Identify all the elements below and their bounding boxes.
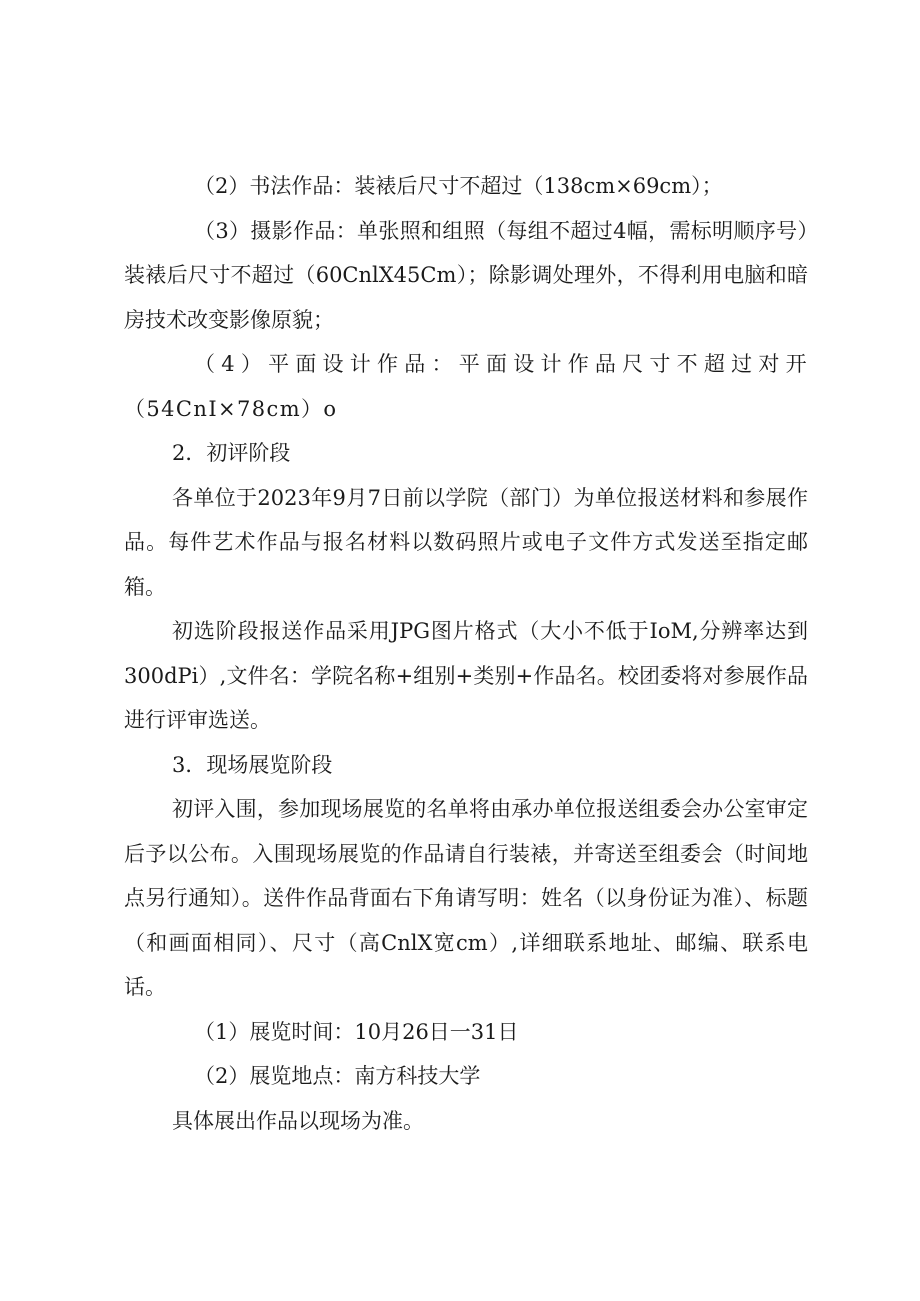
paragraph-graphic-design-size: （4）平面设计作品：平面设计作品尺寸不超过对开（54CnI×78cm）o [124,352,808,421]
paragraph-exhibition-details: 初评入围，参加现场展览的名单将由承办单位报送组委会办公室审定后予以公布。入围现场展览的作品请自行装裱，并寄送至组委会（时间地点另行通知）。送件作品背面右下角请写明：姓名（以身份证为准）、标题（和画面相同）、尺寸（高CnlX宽cm）,详细联系地址、邮编、联系电话。 [124,797,808,999]
paragraph-exhibition-time: （1）展览时间：10月26日一31日 [194,1019,519,1044]
paragraph-calligraphy-size: （2）书法作品：装裱后尺寸不超过（138cm×69cm）； [194,174,723,198]
section-heading-preliminary: 2．初评阶段 [172,441,291,465]
document-body [124,164,808,1143]
paragraph-file-format: 初选阶段报送作品采用JPG图片格式（大小不低于IoM,分辨率达到300dPi）,文件名：学院名称+组别+类别+作品名。校团委将对参展作品进行评审选送。 [124,619,808,732]
paragraph-exhibition-location: （2）展览地点：南方科技大学 [194,1064,481,1088]
paragraph-submission-deadline: 各单位于2023年9月7日前以学院（部门）为单位报送材料和参展作品。每件艺术作品与报名材料以数码照片或电子文件方式发送至指定邮箱。 [124,485,808,599]
section-heading-exhibition: 3．现场展览阶段 [172,752,333,777]
paragraph-photography-size: （3）摄影作品：单张照和组照（每组不超过4幅，需标明顺序号）装裱后尺寸不超过（60CnlX45Cm）；除影调处理外，不得利用电脑和暗房技术改变影像原貌； [124,218,808,332]
paragraph-closing-note: 具体展出作品以现场为准。 [172,1108,424,1133]
